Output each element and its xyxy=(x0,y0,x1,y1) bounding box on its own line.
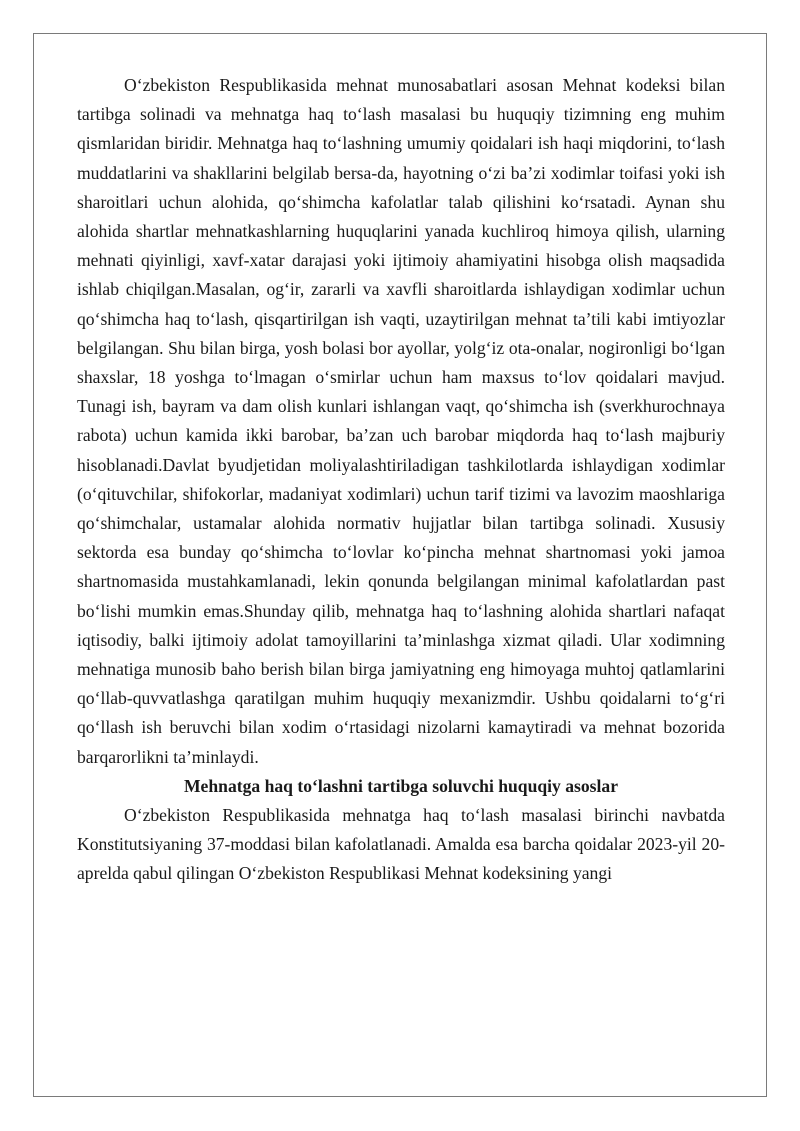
body-paragraph: O‘zbekiston Respublikasida mehnat munosabatlari asosan Mehnat kodeksi bilan tartibga solinadi va mehnatga haq to‘lash masalasi bu huquqiy tizimning eng muhim qismlaridan biridir. Mehnatga haq to‘lashning umumiy qoidalari ish haqi miqdorini, to‘lash muddatlarini va shakllarini belgilab bersa-da, hayotning o‘zi ba’zi xodimlar toifasi yoki ish sharoitlari uchun alohida, qo‘shimcha kafolatlar talab qilishini ko‘rsatadi. Aynan shu alohida shartlar mehnatkashlarning huquqlarini yanada kuchliroq himoya qilish, ularning mehnati qiyinligi, xavf-xatar darajasi yoki ijtimoiy ahamiyatini hisobga olish maqsadida ishlab chiqilgan.Masalan, og‘ir, zararli va xavfli sharoitlarda ishlaydigan xodimlar uchun qo‘shimcha haq to‘lash, qisqartirilgan ish vaqti, uzaytirilgan mehnat ta’tili kabi imtiyozlar belgilangan. Shu bilan birga, yosh bolasi bor ayollar, yolg‘iz ota-onalar, nogironligi bo‘lgan shaxslar, 18 yoshga to‘lmagan o‘smirlar uchun ham maxsus to‘lov qoidalari mavjud. Tunagi ish, bayram va dam olish kunlari ishlangan vaqt, qo‘shimcha ish (sverkhurochnaya rabota) uchun kamida ikki barobar, ba’zan uch barobar miqdorda haq to‘lash majburiy hisoblanadi.Davlat byudjetidan moliyalashtiriladigan tashkilotlarda ishlaydigan xodimlar (o‘qituvchilar, shifokorlar, madaniyat xodimlari) uchun tarif tizimi va lavozim maoshlariga qo‘shimchalar, ustamalar alohida normativ hujjatlar bilan tartibga solinadi. Xususiy sektorda esa bunday qo‘shimcha to‘lovlar ko‘pincha mehnat shartnomasi yoki jamoa shartnomasida mustahkamlanadi, lekin qonunda belgilangan minimal kafolatlardan past bo‘lishi mumkin emas.Shunday qilib, mehnatga haq to‘lashning alohida shartlari nafaqat iqtisodiy, balki ijtimoiy adolat tamoyillarini ta’minlashga xizmat qiladi. Ular xodimning mehnatiga munosib baho berish bilan birga jamiyatning eng himoyaga muhtoj qatlamlarini qo‘llab-quvvatlashga qaratilgan muhim huquqiy mexanizmdir. Ushbu qoidalarni to‘g‘ri qo‘llash ish beruvchi bilan xodim o‘rtasidagi nizolarni kamaytiradi va mehnat bozorida barqarorlikni ta’minlaydi. xyxy=(77,75,725,767)
section-heading: Mehnatga haq to‘lashni tartibga soluvchi huquqiy asoslar xyxy=(183,775,619,796)
document-body xyxy=(77,71,725,889)
body-paragraph: O‘zbekiston Respublikasida mehnatga haq to‘lash masalasi birinchi navbatda Konstitutsiyaning 37-moddasi bilan kafolatlanadi. Amalda esa barcha qoidalar 2023-yil 20-aprelda qabul qilingan O‘zbekiston Respublikasi Mehnat kodeksining yangi xyxy=(77,805,725,884)
